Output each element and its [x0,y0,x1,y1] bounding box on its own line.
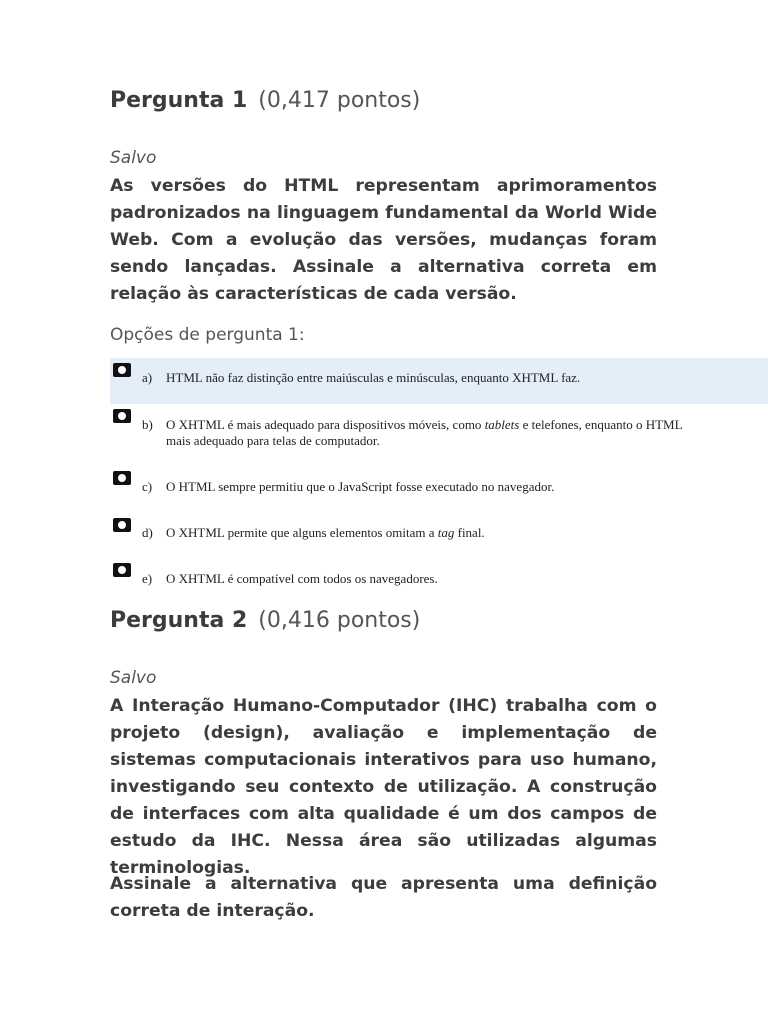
option-d-letter: d) [142,525,153,540]
radio-button-d[interactable] [113,518,131,532]
question-2-label: Pergunta 2 [110,608,248,633]
option-a[interactable] [110,358,768,404]
question-2-status: Salvo [110,668,157,688]
option-b-text-italic: tablets [484,417,520,432]
radio-button-b[interactable] [113,409,131,423]
option-c[interactable] [110,466,768,506]
option-b-text-part1: O XHTML é mais adequado para dispositivos móveis, como [166,417,485,432]
option-b-text-line2: mais adequado para telas de computador. [166,433,380,448]
question-1-text: As versões do HTML representam aprimoramentos padronizados na linguagem fundamental da World Wide Web. Com a evolução das versões, mudanças foram sendo lançadas. Assinale a alternativa correta em relação às características de cada versão. [110,176,657,304]
question-1-points: (0,417 pontos) [258,88,421,113]
option-a-letter: a) [142,370,153,385]
option-b-letter: b) [142,417,153,432]
question-1-status: Salvo [110,148,157,168]
radio-button-c[interactable] [113,471,131,485]
question-2-text: A Interação Humano-Computador (IHC) trabalha com o projeto (design), avaliação e implementação de sistemas computacionais interativos para uso humano, investigando seu contexto de utilização. A construção de interfaces com alta qualidade é um dos campos de estudo da IHC. Nessa área são utilizadas algumas terminologias. [110,696,657,878]
option-a-text: HTML não faz distinção entre maiúsculas e minúsculas, enquanto XHTML faz. [166,370,581,385]
option-b-text [166,417,683,449]
option-d-text-italic: tag [437,525,455,540]
option-e-text: O XHTML é compatível com todos os navegadores. [166,571,438,586]
question-2-instruction: Assinale a alternativa que apresenta uma definição correta de interação. [110,874,657,921]
option-d-text-part1: O XHTML permite que alguns elementos omitam a [166,525,438,540]
option-e-letter: e) [142,571,153,586]
question-2-points: (0,416 pontos) [258,608,421,633]
question-2-heading [110,608,420,633]
option-c-text: O HTML sempre permitiu que o JavaScript fosse executado no navegador. [166,479,555,494]
option-d[interactable] [110,513,768,553]
option-d-text [166,525,485,541]
option-b-text-part2: e telefones, enquanto o HTML [519,417,683,432]
option-b[interactable] [110,404,768,452]
option-d-text-part2: final. [454,525,485,540]
option-c-letter: c) [142,479,153,494]
question-1-label: Pergunta 1 [110,88,248,113]
radio-button-a[interactable] [113,363,131,377]
radio-button-e[interactable] [113,563,131,577]
option-e[interactable] [110,560,768,596]
question-1-options-label: Opções de pergunta 1: [110,325,305,345]
question-1-heading [110,88,420,113]
